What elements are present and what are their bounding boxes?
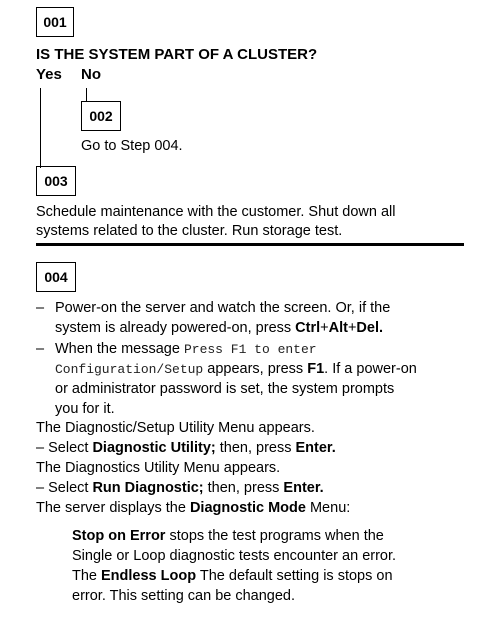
stop-on-error-label: Stop on Error — [72, 528, 166, 544]
menu-appears-text: The Diagnostic/Setup Utility Menu appears. — [36, 420, 315, 436]
bullet-1-line-2-text: system is already powered-on, press — [55, 320, 296, 336]
answer-yes: Yes — [36, 66, 62, 83]
bullet-4 — [36, 478, 324, 498]
bullet-3-dash: – — [36, 440, 45, 456]
bullet-2-line-2-text-a: appears, press — [203, 361, 308, 377]
enter-key-2: Enter. — [283, 480, 324, 496]
bullet-1-dash: – — [36, 300, 45, 316]
step-003-line-1: Schedule maintenance with the customer. Shut down all — [36, 204, 396, 220]
bullet-2-line-2 — [55, 359, 417, 380]
bullet-1-line-1: Power-on the server and watch the screen. Or, if the — [55, 300, 391, 316]
bullet-2-line-4: you for it. — [55, 401, 115, 417]
step-003-number: 003 — [44, 173, 68, 189]
ctrl-key: Ctrl — [295, 320, 321, 336]
step-003-line-2: systems related to the cluster. Run storage test. — [36, 223, 343, 239]
f1-key: F1 — [307, 361, 325, 377]
bullet-1-line-2 — [55, 318, 383, 338]
note-line-3-rest: The default setting is stops on — [196, 568, 393, 584]
message-text-1: Press F1 to enter — [183, 342, 317, 357]
displays-pre: The server displays the — [36, 500, 190, 516]
step-004-box — [36, 262, 76, 292]
step-002-text: Go to Step 004. — [81, 138, 183, 154]
bullet-2-line-3: or administrator password is set, the system prompts — [55, 381, 395, 397]
step-004-number: 004 — [44, 269, 68, 285]
plus-sign-1: + — [320, 320, 329, 336]
bullet-4-pre: Select — [48, 480, 93, 496]
diag-appears-text: The Diagnostics Utility Menu appears. — [36, 460, 281, 476]
enter-key-1: Enter. — [295, 440, 336, 456]
diagnostic-utility-label: Diagnostic Utility; — [92, 440, 216, 456]
step-001-box — [36, 7, 74, 37]
step-002-box — [81, 101, 121, 131]
bullet-3-mid: then, press — [215, 440, 296, 456]
cluster-question: IS THE SYSTEM PART OF A CLUSTER? — [36, 46, 318, 63]
del-key: Del. — [356, 320, 384, 336]
plus-sign-2: + — [347, 320, 357, 336]
bullet-2-line-1-text: When the message — [55, 341, 184, 357]
displays-post: Menu: — [305, 500, 351, 516]
note-line-1-rest: stops the test programs when the — [165, 528, 384, 544]
section-divider — [36, 243, 464, 246]
note-line-3-pre: The — [72, 568, 102, 584]
bullet-2-line-1 — [55, 339, 317, 360]
bullet-2-line-2-text-b: . If a power-on — [324, 361, 417, 377]
diagnostic-mode-label: Diagnostic Mode — [189, 500, 306, 516]
note-line-2: Single or Loop diagnostic tests encounter an error. — [72, 548, 397, 564]
alt-key: Alt — [328, 320, 348, 336]
note-line-4: error. This setting can be changed. — [72, 588, 296, 604]
note-line-1 — [72, 526, 384, 546]
bullet-3-pre: Select — [48, 440, 93, 456]
message-text-2: Configuration/Setup — [55, 362, 204, 377]
bullet-4-dash: – — [36, 480, 45, 496]
bullet-4-mid: then, press — [203, 480, 284, 496]
bullet-3 — [36, 438, 336, 458]
step-002-number: 002 — [89, 108, 113, 124]
step-003-box — [36, 166, 76, 196]
run-diagnostic-label: Run Diagnostic; — [92, 480, 204, 496]
bullet-2-dash: – — [36, 341, 45, 357]
answer-no: No — [81, 66, 101, 83]
note-line-3 — [72, 566, 393, 586]
yes-connector-line — [40, 88, 41, 168]
no-connector-line — [86, 88, 87, 102]
step-001-number: 001 — [43, 14, 67, 30]
endless-loop-label: Endless Loop — [101, 568, 197, 584]
displays-text — [36, 498, 350, 518]
